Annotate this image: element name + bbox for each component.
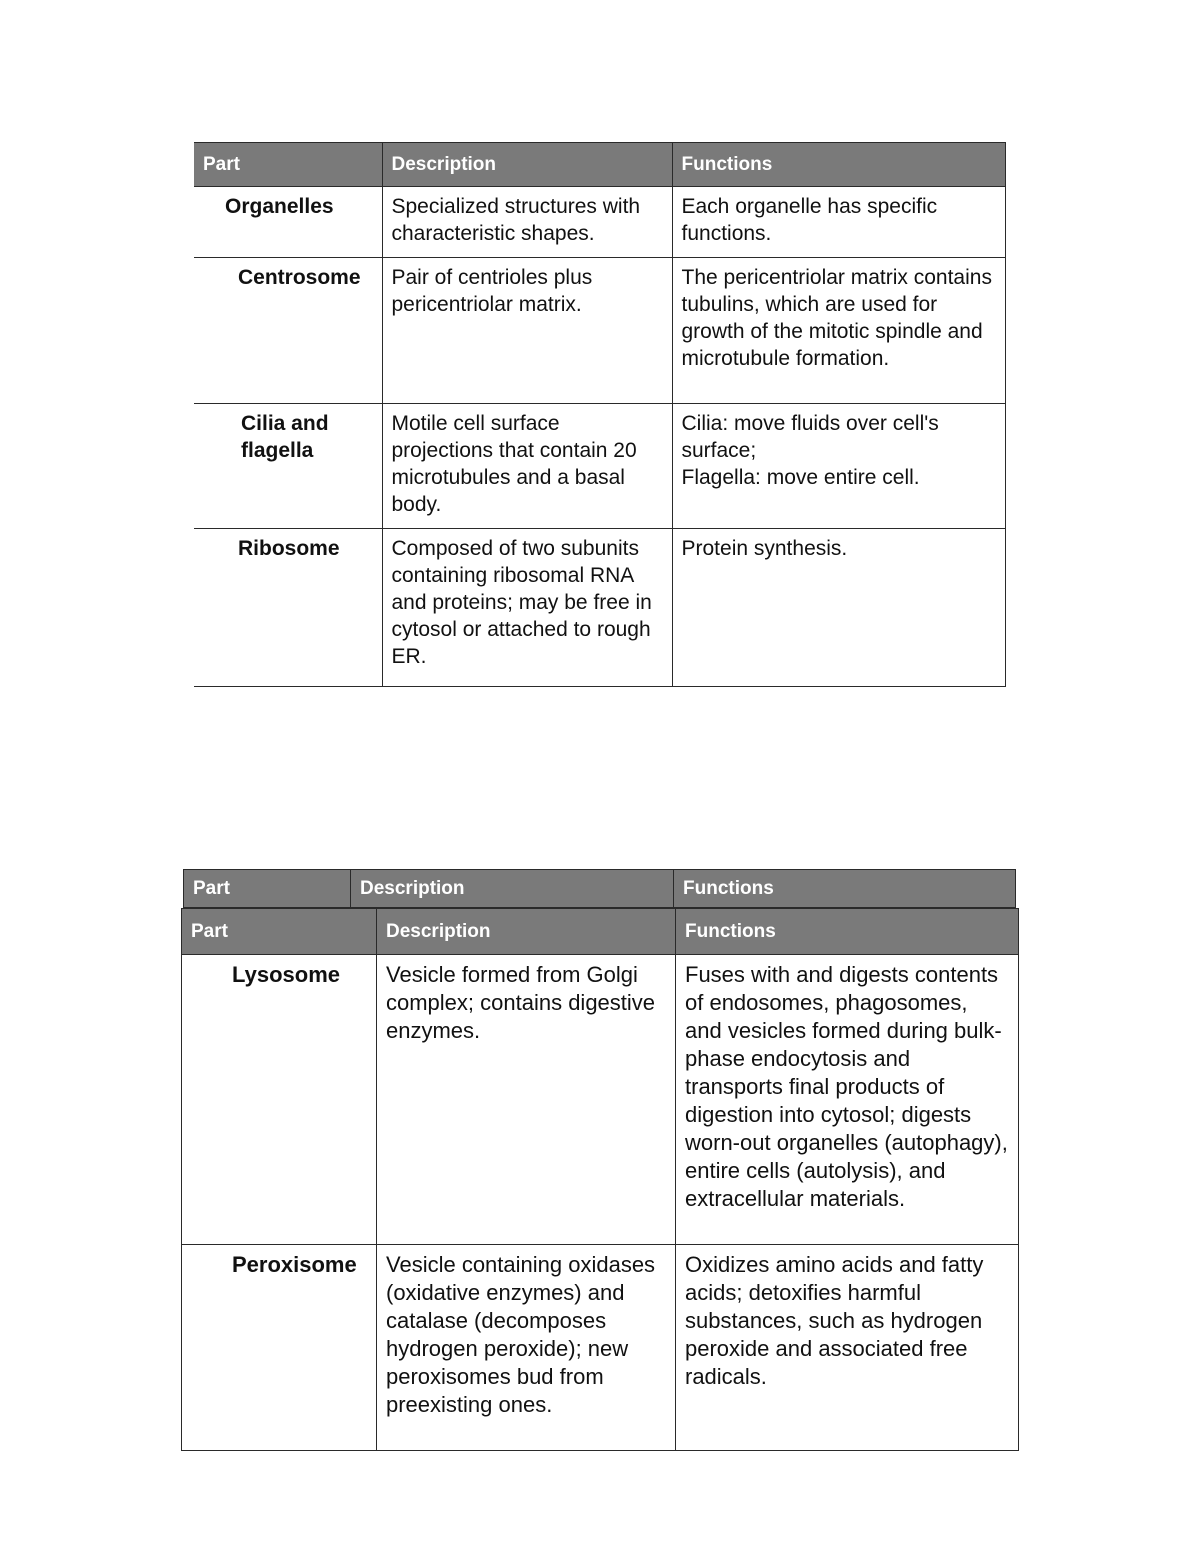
header-functions: Functions [676,909,1019,955]
row-functions: Cilia: move fluids over cell's surface; Flagella: move entire cell. [672,404,1005,529]
table-header-row [184,870,1016,908]
row-part: Centrosome [194,258,382,404]
row-functions: The pericentriolar matrix contains tubulins, which are used for growth of the mitotic spindle and microtubule formation. [672,258,1005,404]
header-description: Description [377,909,676,955]
table-row [194,404,1005,529]
header-functions: Functions [674,870,1016,908]
organelles-table-2 [181,908,1019,1451]
table-header-row [182,909,1019,955]
row-description: Vesicle formed from Golgi complex; contains digestive enzymes. [377,955,676,1245]
row-description: Motile cell surface projections that contain 20 microtubules and a basal body. [382,404,672,529]
table-row [194,258,1005,404]
row-functions: Each organelle has specific functions. [672,187,1005,258]
row-part: Peroxisome [182,1245,377,1451]
organelles-table-1 [194,142,1006,687]
header-part: Part [184,870,351,908]
table-row [182,1245,1019,1451]
table-row [182,955,1019,1245]
row-part: Ribosome [194,529,382,687]
table-header-row [194,143,1005,187]
table-row [194,187,1005,258]
header-description: Description [382,143,672,187]
header-part: Part [182,909,377,955]
row-description: Pair of centrioles plus pericentriolar matrix. [382,258,672,404]
header-functions: Functions [672,143,1005,187]
organelles-table-2-outer-header [183,869,1016,908]
header-description: Description [351,870,674,908]
row-functions: Fuses with and digests contents of endosomes, phagosomes, and vesicles formed during bulk-phase endocytosis and transports final products of digestion into cytosol; digests worn-out organelles (autophagy), entire cells (autolysis), and extracellular materials. [676,955,1019,1245]
row-description: Composed of two subunits containing ribosomal RNA and proteins; may be free in cytosol or attached to rough ER. [382,529,672,687]
row-description: Specialized structures with characteristic shapes. [382,187,672,258]
row-part: Cilia and flagella [194,404,382,529]
row-functions: Oxidizes amino acids and fatty acids; detoxifies harmful substances, such as hydrogen peroxide and associated free radicals. [676,1245,1019,1451]
header-part: Part [194,143,382,187]
row-part: Lysosome [182,955,377,1245]
table-row [194,529,1005,687]
row-functions: Protein synthesis. [672,529,1005,687]
row-part: Organelles [194,187,382,258]
row-description: Vesicle containing oxidases (oxidative enzymes) and catalase (decomposes hydrogen peroxide); new peroxisomes bud from preexisting ones. [377,1245,676,1451]
